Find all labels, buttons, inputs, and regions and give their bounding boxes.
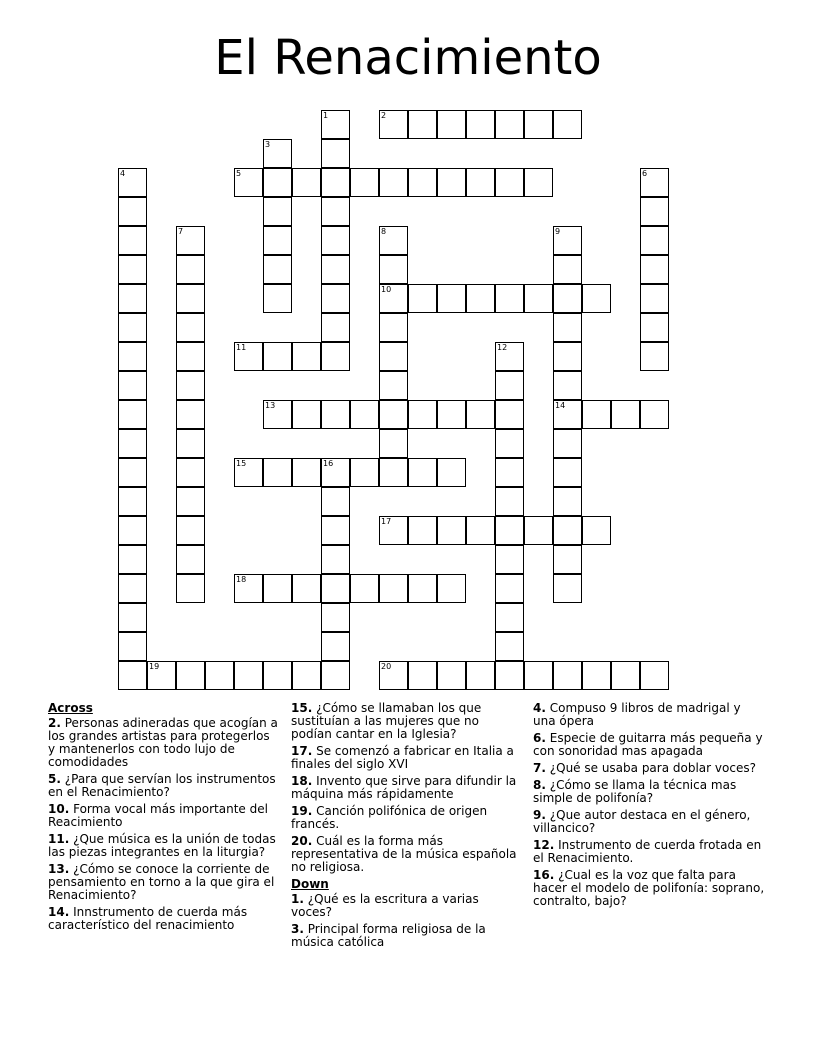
grid-cell[interactable] xyxy=(350,400,379,429)
grid-cell[interactable] xyxy=(408,400,437,429)
grid-cell[interactable] xyxy=(437,168,466,197)
clue-text: ¿Cómo se llama la técnica mas simple de polifonía? xyxy=(533,778,737,805)
grid-cell[interactable] xyxy=(118,661,147,690)
clue-number: 4 xyxy=(120,169,126,178)
clue-number: 10 xyxy=(381,285,392,294)
clue-text: Instrumento de cuerda frotada en el Renacimiento. xyxy=(533,838,762,865)
clue-text: ¿Cual es la voz que falta para hacer el modelo de polifonía: soprano, contralto, bajo? xyxy=(533,868,765,908)
grid-cell[interactable] xyxy=(379,574,408,603)
grid-cell[interactable] xyxy=(176,342,205,371)
grid-cell[interactable] xyxy=(118,400,147,429)
clue xyxy=(291,805,523,831)
grid-cell[interactable] xyxy=(640,255,669,284)
grid-cell[interactable] xyxy=(263,197,292,226)
clue-number-label: 17. xyxy=(291,744,313,758)
grid-cell[interactable] xyxy=(466,661,495,690)
grid-cell[interactable] xyxy=(118,371,147,400)
clue-column-3 xyxy=(533,702,765,912)
clue xyxy=(533,839,765,865)
grid-cell[interactable] xyxy=(118,255,147,284)
grid-cell[interactable] xyxy=(350,574,379,603)
clue-text: Cuál es la forma más representativa de la música española no religiosa. xyxy=(291,834,517,874)
grid-cell[interactable] xyxy=(553,661,582,690)
grid-cell[interactable] xyxy=(321,516,350,545)
grid-cell[interactable] xyxy=(379,458,408,487)
clue-number-label: 5. xyxy=(48,772,61,786)
grid-cell[interactable] xyxy=(553,545,582,574)
grid-cell[interactable] xyxy=(553,255,582,284)
grid-cell[interactable] xyxy=(495,429,524,458)
clue-number-label: 18. xyxy=(291,774,313,788)
clue-text: ¿Qué es la escritura a varias voces? xyxy=(291,892,479,919)
grid-cell[interactable] xyxy=(292,400,321,429)
clue-number-label: 3. xyxy=(291,922,304,936)
grid-cell[interactable] xyxy=(553,574,582,603)
clue-number: 11 xyxy=(236,343,247,352)
grid-cell[interactable] xyxy=(640,342,669,371)
grid-cell[interactable] xyxy=(495,661,524,690)
grid-cell[interactable] xyxy=(495,603,524,632)
clue-number-label: 15. xyxy=(291,701,313,715)
grid-cell[interactable] xyxy=(524,516,553,545)
grid-cell[interactable] xyxy=(437,458,466,487)
clue xyxy=(533,732,765,758)
clue-number: 19 xyxy=(149,662,160,671)
grid-cell[interactable] xyxy=(582,516,611,545)
grid-cell[interactable] xyxy=(292,574,321,603)
grid-cell[interactable] xyxy=(118,516,147,545)
grid-cell[interactable] xyxy=(553,516,582,545)
clue xyxy=(291,835,523,874)
grid-cell[interactable] xyxy=(379,342,408,371)
grid-cell[interactable] xyxy=(263,284,292,313)
grid-cell[interactable] xyxy=(321,632,350,661)
grid-cell[interactable] xyxy=(495,632,524,661)
clue-number-label: 2. xyxy=(48,716,61,730)
grid-cell[interactable] xyxy=(176,371,205,400)
clue-number: 14 xyxy=(555,401,566,410)
clue-number: 18 xyxy=(236,575,247,584)
grid-cell[interactable] xyxy=(466,400,495,429)
grid-cell[interactable] xyxy=(408,110,437,139)
clue xyxy=(291,923,523,949)
grid-cell[interactable] xyxy=(466,168,495,197)
clue xyxy=(48,717,280,769)
clue-number: 20 xyxy=(381,662,392,671)
grid-cell[interactable] xyxy=(640,313,669,342)
grid-cell[interactable] xyxy=(263,226,292,255)
grid-cell[interactable] xyxy=(292,168,321,197)
grid-cell[interactable] xyxy=(321,197,350,226)
clue-number: 7 xyxy=(178,227,184,236)
clue xyxy=(48,863,280,902)
clue-number-label: 16. xyxy=(533,868,555,882)
grid-cell[interactable] xyxy=(321,313,350,342)
grid-cell[interactable] xyxy=(118,458,147,487)
grid-cell[interactable] xyxy=(582,284,611,313)
clue xyxy=(533,809,765,835)
clue-text: ¿Qué se usaba para doblar voces? xyxy=(549,761,756,775)
grid-cell[interactable] xyxy=(495,458,524,487)
clue xyxy=(533,779,765,805)
grid-cell[interactable] xyxy=(321,661,350,690)
grid-cell[interactable] xyxy=(437,574,466,603)
grid-cell[interactable] xyxy=(321,284,350,313)
grid-cell[interactable] xyxy=(263,458,292,487)
grid-cell[interactable] xyxy=(118,342,147,371)
grid-cell[interactable] xyxy=(321,603,350,632)
clue-number: 3 xyxy=(265,140,271,149)
clue xyxy=(48,773,280,799)
clue-text: Innstrumento de cuerda más característico del renacimiento xyxy=(48,905,248,932)
grid-cell[interactable] xyxy=(118,226,147,255)
grid-cell[interactable] xyxy=(350,458,379,487)
grid-cell[interactable] xyxy=(234,661,263,690)
grid-cell[interactable] xyxy=(118,574,147,603)
grid-cell[interactable] xyxy=(176,255,205,284)
grid-cell[interactable] xyxy=(437,284,466,313)
clue-text: Se comenzó a fabricar en Italia a finales del siglo XVI xyxy=(291,744,514,771)
clue xyxy=(48,906,280,932)
grid-cell[interactable] xyxy=(408,168,437,197)
down-clue-list xyxy=(291,893,523,949)
grid-cell[interactable] xyxy=(495,545,524,574)
grid-cell[interactable] xyxy=(495,371,524,400)
clue-number: 17 xyxy=(381,517,392,526)
grid-cell[interactable] xyxy=(118,197,147,226)
clue xyxy=(533,702,765,728)
across-clue-list xyxy=(48,717,280,932)
clue-number: 6 xyxy=(642,169,648,178)
grid-cell[interactable] xyxy=(118,632,147,661)
grid-cell[interactable] xyxy=(640,197,669,226)
grid-cell[interactable] xyxy=(176,516,205,545)
across-clue-list-continued xyxy=(291,702,523,874)
grid-cell[interactable] xyxy=(611,661,640,690)
grid-cell[interactable] xyxy=(321,226,350,255)
clue-number-label: 11. xyxy=(48,832,70,846)
clue-number-label: 14. xyxy=(48,905,70,919)
grid-cell[interactable] xyxy=(408,574,437,603)
grid-cell[interactable] xyxy=(582,661,611,690)
grid-cell[interactable] xyxy=(379,400,408,429)
grid-cell[interactable] xyxy=(408,661,437,690)
grid-cell[interactable] xyxy=(176,429,205,458)
clue-number-label: 4. xyxy=(533,701,546,715)
grid-cell[interactable] xyxy=(321,574,350,603)
clue-text: Principal forma religiosa de la música católica xyxy=(291,922,486,949)
clue xyxy=(48,803,280,829)
grid-cell[interactable] xyxy=(118,545,147,574)
clue-number: 12 xyxy=(497,343,508,352)
grid-cell[interactable] xyxy=(118,284,147,313)
clue xyxy=(533,869,765,908)
clue xyxy=(291,702,523,741)
grid-cell[interactable] xyxy=(495,110,524,139)
clue-text: Invento que sirve para difundir la máquina más rápidamente xyxy=(291,774,517,801)
grid-cell[interactable] xyxy=(321,255,350,284)
grid-cell[interactable] xyxy=(495,574,524,603)
grid-cell[interactable] xyxy=(176,284,205,313)
clue-text: ¿Cómo se llamaban los que sustituían a las mujeres que no podían cantar en la Iglesia? xyxy=(291,701,482,741)
clue-text: Personas adineradas que acogían a los grandes artistas para protegerlos y mantenerlos con todo lujo de comodidades xyxy=(48,716,278,769)
grid-cell[interactable] xyxy=(640,400,669,429)
grid-cell[interactable] xyxy=(466,284,495,313)
grid-cell[interactable] xyxy=(292,661,321,690)
grid-cell[interactable] xyxy=(437,516,466,545)
grid-cell[interactable] xyxy=(611,400,640,429)
grid-cell[interactable] xyxy=(379,255,408,284)
clue-number: 9 xyxy=(555,227,561,236)
grid-cell[interactable] xyxy=(321,400,350,429)
page-title: El Renacimiento xyxy=(214,30,602,86)
clue-number: 13 xyxy=(265,401,276,410)
grid-cell[interactable] xyxy=(263,168,292,197)
clue xyxy=(48,833,280,859)
grid-cell[interactable] xyxy=(640,226,669,255)
grid-cell[interactable] xyxy=(553,429,582,458)
clue-number: 16 xyxy=(323,459,334,468)
grid-cell[interactable] xyxy=(176,661,205,690)
grid-cell[interactable] xyxy=(437,661,466,690)
grid-cell[interactable] xyxy=(321,487,350,516)
clue-text: Forma vocal más importante del Reacimiento xyxy=(48,802,268,829)
clue-text: Compuso 9 libros de madrigal y una ópera xyxy=(533,701,741,728)
grid-cell[interactable] xyxy=(553,458,582,487)
grid-cell[interactable] xyxy=(292,342,321,371)
clue-number: 8 xyxy=(381,227,387,236)
grid-cell[interactable] xyxy=(437,110,466,139)
clue-number-label: 8. xyxy=(533,778,546,792)
grid-cell[interactable] xyxy=(118,429,147,458)
grid-cell[interactable] xyxy=(321,545,350,574)
grid-cell[interactable] xyxy=(524,168,553,197)
grid-cell[interactable] xyxy=(321,342,350,371)
grid-cell[interactable] xyxy=(205,661,234,690)
clue-text: ¿Para que servían los instrumentos en el Renacimiento? xyxy=(48,772,276,799)
clue-column-1 xyxy=(48,702,280,936)
grid-cell[interactable] xyxy=(321,168,350,197)
grid-cell[interactable] xyxy=(176,458,205,487)
grid-cell[interactable] xyxy=(553,371,582,400)
grid-cell[interactable] xyxy=(466,110,495,139)
clue-number-label: 13. xyxy=(48,862,70,876)
grid-cell[interactable] xyxy=(524,661,553,690)
grid-cell[interactable] xyxy=(495,284,524,313)
grid-cell[interactable] xyxy=(118,603,147,632)
grid-cell[interactable] xyxy=(379,429,408,458)
grid-cell[interactable] xyxy=(553,313,582,342)
grid-cell[interactable] xyxy=(495,487,524,516)
grid-cell[interactable] xyxy=(553,284,582,313)
clue-number-label: 12. xyxy=(533,838,555,852)
clue-column-2 xyxy=(291,702,523,953)
grid-cell[interactable] xyxy=(292,458,321,487)
clue-number-label: 6. xyxy=(533,731,546,745)
grid-cell[interactable] xyxy=(350,168,379,197)
grid-cell[interactable] xyxy=(524,284,553,313)
grid-cell[interactable] xyxy=(176,313,205,342)
grid-cell[interactable] xyxy=(495,516,524,545)
grid-cell[interactable] xyxy=(524,110,553,139)
clue-number: 1 xyxy=(323,111,329,120)
grid-cell[interactable] xyxy=(408,458,437,487)
grid-cell[interactable] xyxy=(118,487,147,516)
across-header: Across xyxy=(48,701,93,715)
grid-cell[interactable] xyxy=(495,168,524,197)
grid-cell[interactable] xyxy=(263,574,292,603)
grid-cell[interactable] xyxy=(263,255,292,284)
grid-cell[interactable] xyxy=(582,400,611,429)
clue-text: Especie de guitarra más pequeña y con sonoridad mas apagada xyxy=(533,731,763,758)
grid-cell[interactable] xyxy=(640,661,669,690)
grid-cell[interactable] xyxy=(437,400,466,429)
clue-text: ¿Cómo se conoce la corriente de pensamiento en torno a la que gira el Renacimiento? xyxy=(48,862,275,902)
grid-cell[interactable] xyxy=(176,400,205,429)
grid-cell[interactable] xyxy=(553,487,582,516)
clue-number: 2 xyxy=(381,111,387,120)
down-clue-list-continued xyxy=(533,702,765,908)
grid-cell[interactable] xyxy=(118,313,147,342)
grid-cell[interactable] xyxy=(263,661,292,690)
grid-cell[interactable] xyxy=(408,516,437,545)
clue xyxy=(291,893,523,919)
clue-number-label: 19. xyxy=(291,804,313,818)
clue-number-label: 9. xyxy=(533,808,546,822)
clue-text: Canción polifónica de origen francés. xyxy=(291,804,488,831)
clue xyxy=(291,775,523,801)
down-header: Down xyxy=(291,877,329,891)
grid-cell[interactable] xyxy=(176,487,205,516)
clue-number-label: 1. xyxy=(291,892,304,906)
grid-cell[interactable] xyxy=(176,545,205,574)
clue-text: ¿Que música es la unión de todas las piezas integrantes en la liturgia? xyxy=(48,832,276,859)
grid-cell[interactable] xyxy=(553,342,582,371)
grid-cell[interactable] xyxy=(321,139,350,168)
grid-cell[interactable] xyxy=(408,284,437,313)
clue xyxy=(533,762,765,775)
clue xyxy=(291,745,523,771)
clue-number-label: 20. xyxy=(291,834,313,848)
grid-cell[interactable] xyxy=(495,400,524,429)
grid-cell[interactable] xyxy=(466,516,495,545)
clue-text: ¿Que autor destaca en el género, villancico? xyxy=(533,808,751,835)
grid-cell[interactable] xyxy=(176,574,205,603)
clue-number-label: 7. xyxy=(533,761,546,775)
grid-cell[interactable] xyxy=(379,371,408,400)
grid-cell[interactable] xyxy=(263,342,292,371)
clue-number: 5 xyxy=(236,169,242,178)
clue-number-label: 10. xyxy=(48,802,70,816)
grid-cell[interactable] xyxy=(640,284,669,313)
grid-cell[interactable] xyxy=(379,168,408,197)
clue-number: 15 xyxy=(236,459,247,468)
grid-cell[interactable] xyxy=(553,110,582,139)
grid-cell[interactable] xyxy=(379,313,408,342)
